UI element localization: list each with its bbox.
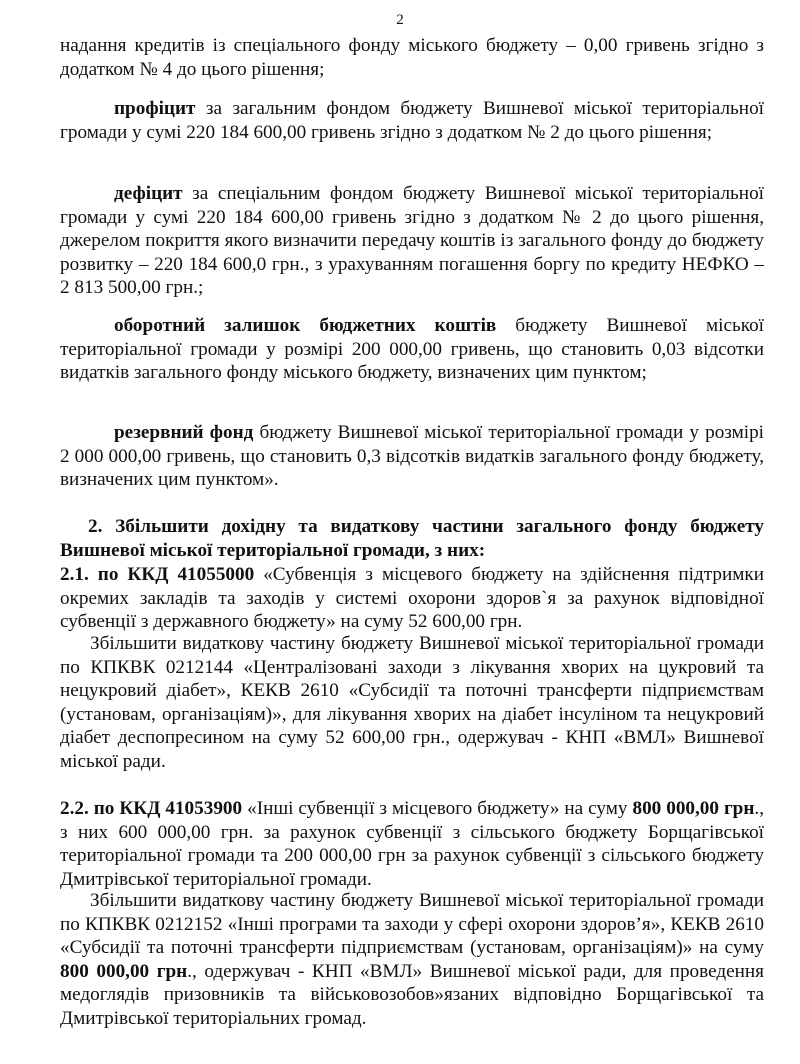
subsection-2-2-lead: 2.2. по ККД 41053900: [60, 798, 243, 819]
subsection-2-1-lead: 2.1. по ККД 41055000: [60, 564, 255, 585]
term-surplus: профіцит: [114, 98, 196, 119]
surplus-text: за загальним фондом бюджету Вишневої міської територіальної громади у сумі 220 184 600,00 гривень згідно з додатком № 2 до цього рішення;: [60, 98, 764, 143]
working-balance-text: бюджету Вишневої міської територіальної громади у розмірі 200 000,00 гривень, що становить 0,03 відсотки видатків загального фонду міського бюджету, визначених цим пунктом;: [60, 315, 764, 383]
term-working-balance: оборотний залишок бюджетних коштів: [114, 315, 497, 336]
subsection-2-2-expense-text-2: ., одержувач - КНП «ВМЛ» Вишневої міської ради, для проведення медоглядів призовників та військовозобов»язаних відповідно Борщагівської та Дмитрівської територіальних громад.: [60, 960, 764, 1029]
subsection-2-1-text: «Субвенція з місцевого бюджету на здійснення підтримки окремих закладів та заходів у системі охорони здоров`я за рахунок відповідної субвенції з державного бюджету» на суму 52 600,00 грн.: [60, 564, 764, 632]
paragraph-surplus: [60, 97, 764, 144]
paragraph-reserve-fund: [60, 421, 764, 492]
section-2-heading: 2. Збільшити дохідну та видаткову частини загального фонду бюджету Вишневої міської територіальної громади, з них:: [60, 516, 764, 561]
subsection-2-2-text-2: ., з них 600 000,00 грн. за рахунок субвенції з сільського бюджету Борщагівської територіальної громади та 200 000,00 грн за рахунок субвенції з сільського бюджету Дмитрівської територіальної громади.: [60, 798, 764, 890]
subsection-2-2-expense-amount: 800 000,00 грн: [60, 960, 188, 982]
paragraph-working-balance: [60, 314, 764, 385]
deficit-text: за спеціальним фондом бюджету Вишневої міської територіальної громади у сумі 220 184 600,00 гривень згідно з додатком № 2 до цього рішення, джерелом покриття якого визначити передачу коштів із загального фонду до бюджету розвитку – 220 184 600,0 грн., з урахуванням погашення боргу по кредиту НЕФКО – 2 813 500,00 грн.;: [60, 183, 764, 298]
subsection-2-1-expense: Збільшити видаткову частину бюджету Вишневої міської територіальної громади по КПКВК 0212144 «Централізовані заходи з лікування хворих на цукровий та нецукровий діабет», КЕКВ 2610 «Субсидії та поточні трансферти підприємствам (установам, організаціям)», для лікування хворих на діабет інсуліном та нецукровий діабет деспопресином на суму 52 600,00 грн., одержувач - КНП «ВМЛ» Вишневої міської ради.: [60, 633, 764, 772]
subsection-2-2-expense: [60, 889, 764, 1030]
subsection-2-2-expense-text-1: Збільшити видаткову частину бюджету Вишневої міської територіальної громади по КПКВК 0212152 «Інші програми та заходи у сфері охорони здоров’я», КЕКВ 2610 «Субсидії та поточні трансферти підприємствам (установам, організаціям)» на суму: [60, 890, 764, 958]
subsection-2-2: [60, 797, 764, 891]
subsection-2-2-text-1: «Інші субвенції з місцевого бюджету» на суму: [242, 798, 633, 819]
subsection-2-2-amount: 800 000,00 грн: [632, 798, 755, 819]
paragraph-deficit: [60, 182, 764, 300]
page-number: 2: [396, 12, 404, 28]
term-deficit: дефіцит: [114, 183, 183, 204]
subsection-2-1: [60, 563, 764, 634]
paragraph-credits: надання кредитів із спеціального фонду міського бюджету – 0,00 гривень згідно з додатком № 4 до цього рішення;: [60, 35, 764, 80]
reserve-fund-text: бюджету Вишневої міської територіальної громади у розмірі 2 000 000,00 гривень, що становить 0,3 відсотків видатків загального фонду бюджету, визначених цим пунктом».: [60, 422, 764, 490]
term-reserve-fund: резервний фонд: [114, 422, 254, 443]
